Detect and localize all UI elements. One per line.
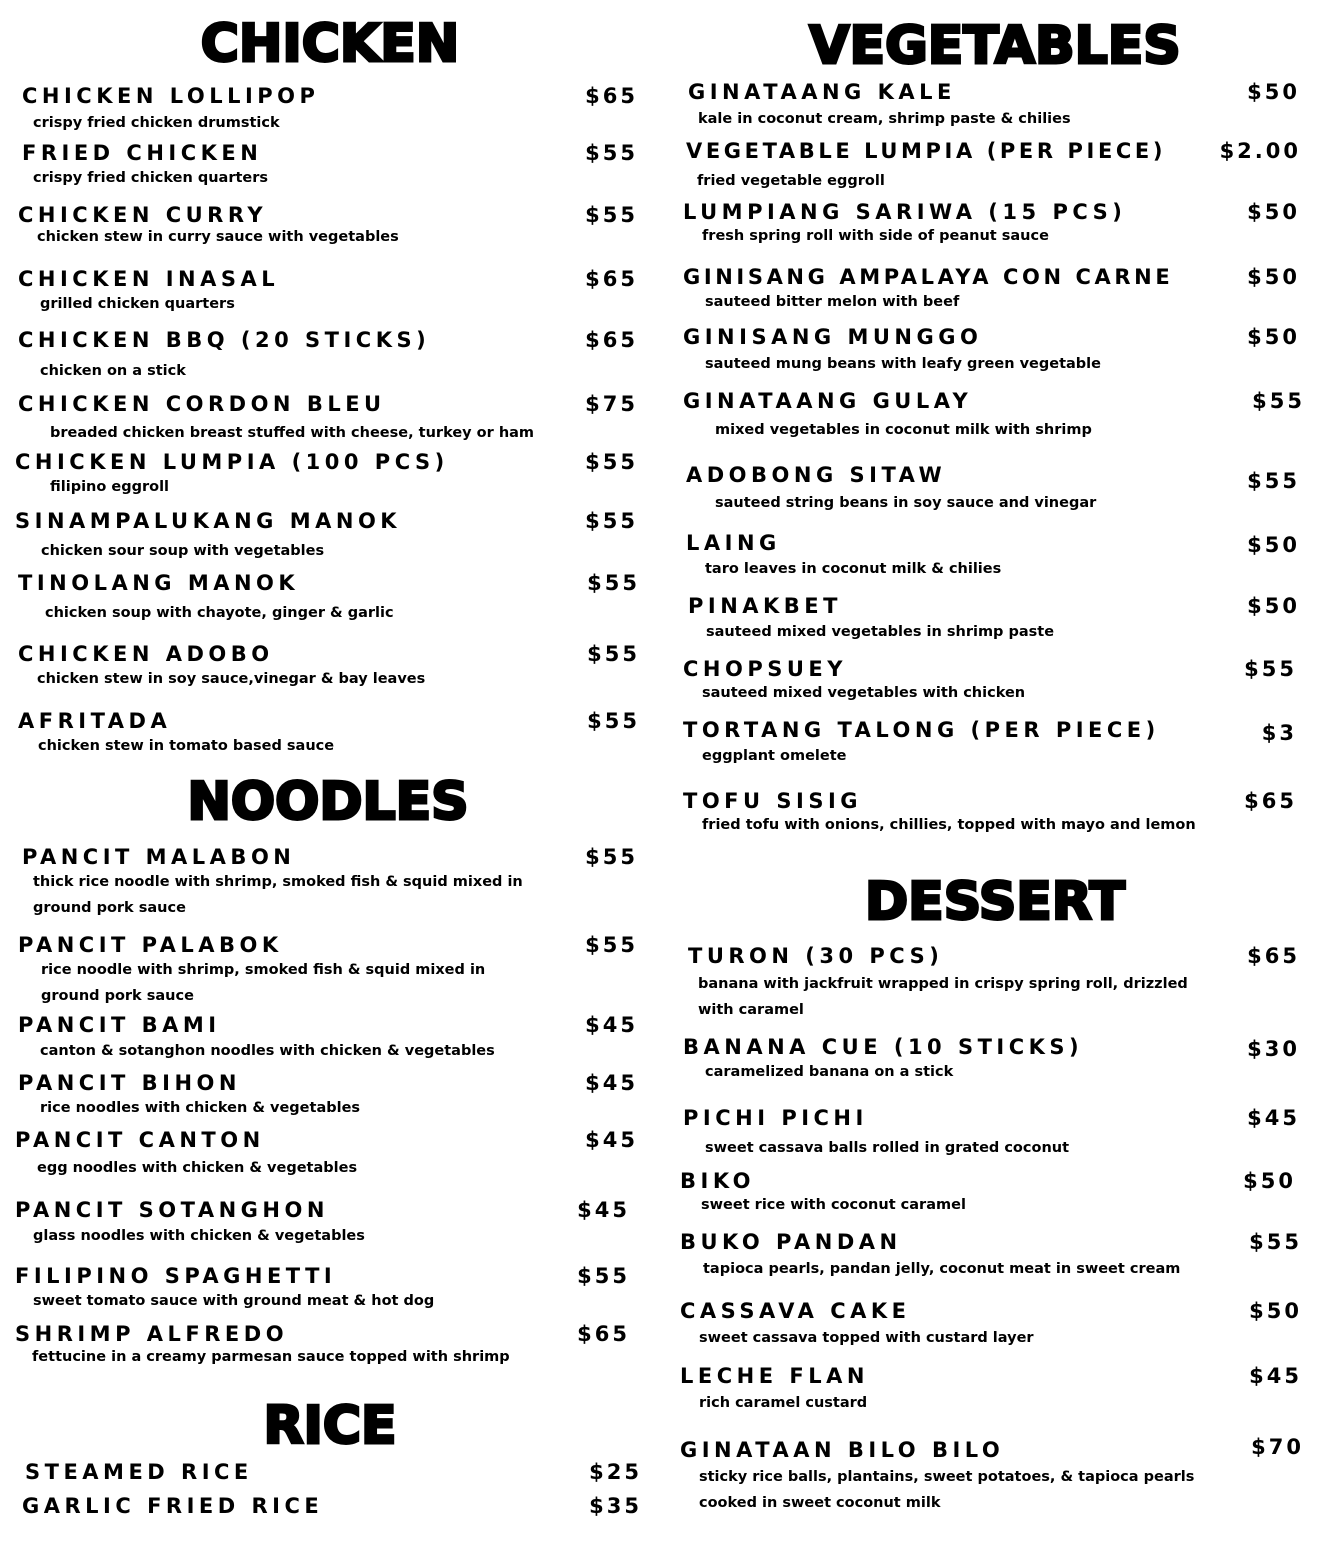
item-description: chicken soup with chayote, ginger & garlic xyxy=(45,605,394,621)
item-description: rice noodles with chicken & vegetables xyxy=(40,1100,361,1116)
item-price: $3 xyxy=(1261,721,1297,745)
item-name: STEAMED RICE xyxy=(25,1460,253,1484)
item-description: sweet rice with coconut caramel xyxy=(701,1197,966,1213)
item-name: PINAKBET xyxy=(688,594,842,618)
menu-item xyxy=(680,1435,1304,1516)
item-name: CHICKEN LUMPIA (100 PCS) xyxy=(15,450,449,474)
item-name: FRIED CHICKEN xyxy=(22,141,263,165)
menu-item xyxy=(22,143,638,189)
item-price: $55 xyxy=(585,450,638,474)
menu-item xyxy=(683,659,1297,707)
item-description: kale in coconut cream, shrimp paste & chilies xyxy=(698,111,1071,127)
item-description: canton & sotanghon noodles with chicken & vegetables xyxy=(40,1043,495,1059)
menu-item xyxy=(18,205,638,251)
item-price: $70 xyxy=(1251,1435,1304,1459)
item-description: sauteed mixed vegetables in shrimp paste xyxy=(706,624,1055,640)
menu-item xyxy=(688,596,1300,644)
item-price: $55 xyxy=(1244,657,1297,681)
item-description: fried tofu with onions, chillies, topped with mayo and lemon xyxy=(702,817,1196,833)
item-description: sweet tomato sauce with ground meat & hot dog xyxy=(33,1293,435,1309)
section-title-chicken: CHICKEN xyxy=(200,14,460,74)
item-name: PANCIT BAMI xyxy=(18,1013,221,1037)
item-price: $45 xyxy=(585,1071,638,1095)
item-price: $55 xyxy=(587,571,640,595)
item-description: taro leaves in coconut milk & chilies xyxy=(705,561,1002,577)
item-name: TINOLANG MANOK xyxy=(18,571,300,595)
item-name: BANANA CUE (10 STICKS) xyxy=(683,1035,1084,1059)
item-description: breaded chicken breast stuffed with cheese, turkey or ham xyxy=(50,425,535,441)
menu-item xyxy=(15,1324,630,1370)
item-name: CHICKEN LOLLIPOP xyxy=(22,84,320,108)
menu-item xyxy=(680,1171,1296,1217)
item-description: crispy fried chicken drumstick xyxy=(33,115,280,131)
menu-item xyxy=(15,511,638,563)
menu-item xyxy=(686,533,1300,581)
item-name: LUMPIANG SARIWA (15 PCS) xyxy=(683,200,1127,224)
item-name: CHICKEN INASAL xyxy=(18,267,280,291)
item-description: filipino eggroll xyxy=(50,479,170,495)
item-price: $50 xyxy=(1247,533,1300,557)
menu-item xyxy=(15,1200,630,1246)
item-name: GARLIC FRIED RICE xyxy=(22,1494,324,1518)
menu-item xyxy=(25,1462,642,1488)
item-name: TOFU SISIG xyxy=(683,789,862,813)
menu-item xyxy=(688,946,1300,1022)
menu-item xyxy=(683,1108,1300,1160)
section-title-rice: RICE xyxy=(263,1396,397,1456)
item-name: VEGETABLE LUMPIA (PER PIECE) xyxy=(686,139,1167,163)
item-name: PANCIT SOTANGHON xyxy=(15,1198,329,1222)
menu-item xyxy=(18,573,640,625)
item-price: $65 xyxy=(585,328,638,352)
menu-item xyxy=(18,711,640,757)
item-price: $65 xyxy=(585,267,638,291)
item-name: CHICKEN BBQ (20 STICKS) xyxy=(18,328,431,352)
item-description: chicken on a stick xyxy=(40,363,186,379)
item-price: $55 xyxy=(1252,389,1305,413)
item-description: chicken sour soup with vegetables xyxy=(41,543,325,559)
item-name: BUKO PANDAN xyxy=(680,1230,902,1254)
item-description: sticky rice balls, plantains, sweet potatoes, & tapioca pearls cooked in sweet coconut milk xyxy=(699,1469,1195,1511)
item-price: $55 xyxy=(587,709,640,733)
item-price: $55 xyxy=(585,845,638,869)
item-name: CHOPSUEY xyxy=(683,657,847,681)
item-price: $55 xyxy=(1249,1230,1302,1254)
item-price: $50 xyxy=(1243,1169,1296,1193)
section-title-noodles: NOODLES xyxy=(187,772,469,832)
item-name: PANCIT BIHON xyxy=(18,1071,241,1095)
menu-item xyxy=(680,1301,1302,1349)
item-description: grilled chicken quarters xyxy=(40,296,235,312)
item-description: egg noodles with chicken & vegetables xyxy=(37,1160,358,1176)
item-price: $55 xyxy=(585,141,638,165)
item-name: GINATAANG GULAY xyxy=(683,389,973,413)
item-price: $75 xyxy=(585,392,638,416)
section-title-vegetables: VEGETABLES xyxy=(809,16,1181,76)
menu-item xyxy=(18,935,638,1009)
item-price: $55 xyxy=(585,203,638,227)
item-description: sauteed mixed vegetables with chicken xyxy=(702,685,1026,701)
item-description: chicken stew in tomato based sauce xyxy=(38,738,335,754)
item-name: PANCIT PALABOK xyxy=(18,933,283,957)
item-name: GINATAANG KALE xyxy=(688,80,956,104)
item-description: fried vegetable eggroll xyxy=(697,173,885,189)
menu-item xyxy=(680,1232,1302,1280)
item-price: $45 xyxy=(1247,1106,1300,1130)
menu-item xyxy=(18,269,638,315)
item-price: $65 xyxy=(585,84,638,108)
item-price: $55 xyxy=(585,933,638,957)
item-price: $55 xyxy=(587,642,640,666)
item-description: sauteed string beans in soy sauce and vinegar xyxy=(715,495,1097,511)
item-description: eggplant omelete xyxy=(702,748,847,764)
item-price: $35 xyxy=(589,1494,642,1518)
item-price: $55 xyxy=(577,1264,630,1288)
item-description: sauteed mung beans with leafy green vegetable xyxy=(705,356,1101,372)
item-name: CASSAVA CAKE xyxy=(680,1299,911,1323)
item-name: ADOBONG SITAW xyxy=(686,463,947,487)
item-price: $55 xyxy=(585,509,638,533)
menu-item xyxy=(683,791,1297,839)
menu-item xyxy=(22,847,638,921)
item-description: crispy fried chicken quarters xyxy=(33,170,269,186)
menu-item xyxy=(15,1266,630,1312)
item-name: LAING xyxy=(686,531,781,555)
item-price: $45 xyxy=(585,1013,638,1037)
menu-item xyxy=(683,267,1300,315)
item-description: sweet cassava topped with custard layer xyxy=(699,1330,1034,1346)
item-price: $30 xyxy=(1247,1037,1300,1061)
item-description: sweet cassava balls rolled in grated coconut xyxy=(705,1140,1070,1156)
item-description: tapioca pearls, pandan jelly, coconut meat in sweet cream xyxy=(703,1261,1181,1277)
item-price: $50 xyxy=(1247,594,1300,618)
item-price: $45 xyxy=(1249,1364,1302,1388)
menu-item xyxy=(683,327,1300,377)
item-price: $2.00 xyxy=(1219,139,1301,163)
menu-item xyxy=(680,1366,1302,1414)
item-name: FILIPINO SPAGHETTI xyxy=(15,1264,337,1288)
menu-item xyxy=(688,82,1300,128)
menu-item xyxy=(22,86,638,134)
item-price: $65 xyxy=(1247,944,1300,968)
item-price: $50 xyxy=(1249,1299,1302,1323)
menu-item xyxy=(18,644,640,690)
item-description: banana with jackfruit wrapped in crispy spring roll, drizzled with caramel xyxy=(698,976,1188,1018)
item-price: $50 xyxy=(1247,80,1300,104)
item-name: SHRIMP ALFREDO xyxy=(15,1322,289,1346)
item-description: rich caramel custard xyxy=(699,1395,868,1411)
menu-item xyxy=(18,1015,638,1061)
menu-item xyxy=(18,330,638,382)
item-description: sauteed bitter melon with beef xyxy=(705,294,960,310)
item-name: BIKO xyxy=(680,1169,756,1193)
item-description: thick rice noodle with shrimp, smoked fish & squid mixed in ground pork sauce xyxy=(33,874,523,916)
item-description: fresh spring roll with side of peanut sauce xyxy=(702,228,1049,244)
menu-item xyxy=(22,1496,642,1522)
item-description: chicken stew in soy sauce,vinegar & bay leaves xyxy=(37,671,426,687)
item-name: TORTANG TALONG (PER PIECE) xyxy=(683,718,1160,742)
item-name: SINAMPALUKANG MANOK xyxy=(15,509,402,533)
item-name: PANCIT CANTON xyxy=(15,1128,265,1152)
item-price: $65 xyxy=(1244,789,1297,813)
item-price: $50 xyxy=(1247,265,1300,289)
item-description: chicken stew in curry sauce with vegetables xyxy=(37,229,399,245)
item-description: fettucine in a creamy parmesan sauce topped with shrimp xyxy=(32,1349,510,1365)
menu-item xyxy=(686,141,1301,191)
menu-item xyxy=(683,391,1305,443)
section-title-dessert: DESSERT xyxy=(865,872,1125,932)
menu-item xyxy=(683,202,1300,248)
item-price: $50 xyxy=(1247,325,1300,349)
menu-item xyxy=(18,1073,638,1119)
item-name: CHICKEN ADOBO xyxy=(18,642,274,666)
item-price: $55 xyxy=(1247,469,1300,493)
menu-item xyxy=(15,1130,638,1182)
item-name: PICHI PICHI xyxy=(683,1106,868,1130)
item-description: rice noodle with shrimp, smoked fish & squid mixed in ground pork sauce xyxy=(41,962,486,1004)
item-description: caramelized banana on a stick xyxy=(705,1064,954,1080)
item-name: GINISANG AMPALAYA CON CARNE xyxy=(683,265,1174,289)
item-name: CHICKEN CORDON BLEU xyxy=(18,392,386,416)
item-name: LECHE FLAN xyxy=(680,1364,869,1388)
item-name: GINATAAN BILO BILO xyxy=(680,1438,1005,1462)
menu-item xyxy=(18,394,638,442)
item-price: $65 xyxy=(577,1322,630,1346)
item-price: $45 xyxy=(585,1128,638,1152)
menu-item xyxy=(686,465,1300,515)
item-price: $25 xyxy=(589,1460,642,1484)
item-name: GINISANG MUNGGO xyxy=(683,325,983,349)
item-price: $45 xyxy=(577,1198,630,1222)
item-price: $50 xyxy=(1247,200,1300,224)
item-name: PANCIT MALABON xyxy=(22,845,296,869)
menu-item xyxy=(683,720,1297,768)
item-description: glass noodles with chicken & vegetables xyxy=(33,1228,365,1244)
menu-item xyxy=(15,452,638,498)
item-description: mixed vegetables in coconut milk with shrimp xyxy=(715,422,1092,438)
item-name: AFRITADA xyxy=(18,709,172,733)
item-name: TURON (30 PCS) xyxy=(688,944,944,968)
menu-item xyxy=(683,1037,1300,1085)
item-name: CHICKEN CURRY xyxy=(18,203,268,227)
